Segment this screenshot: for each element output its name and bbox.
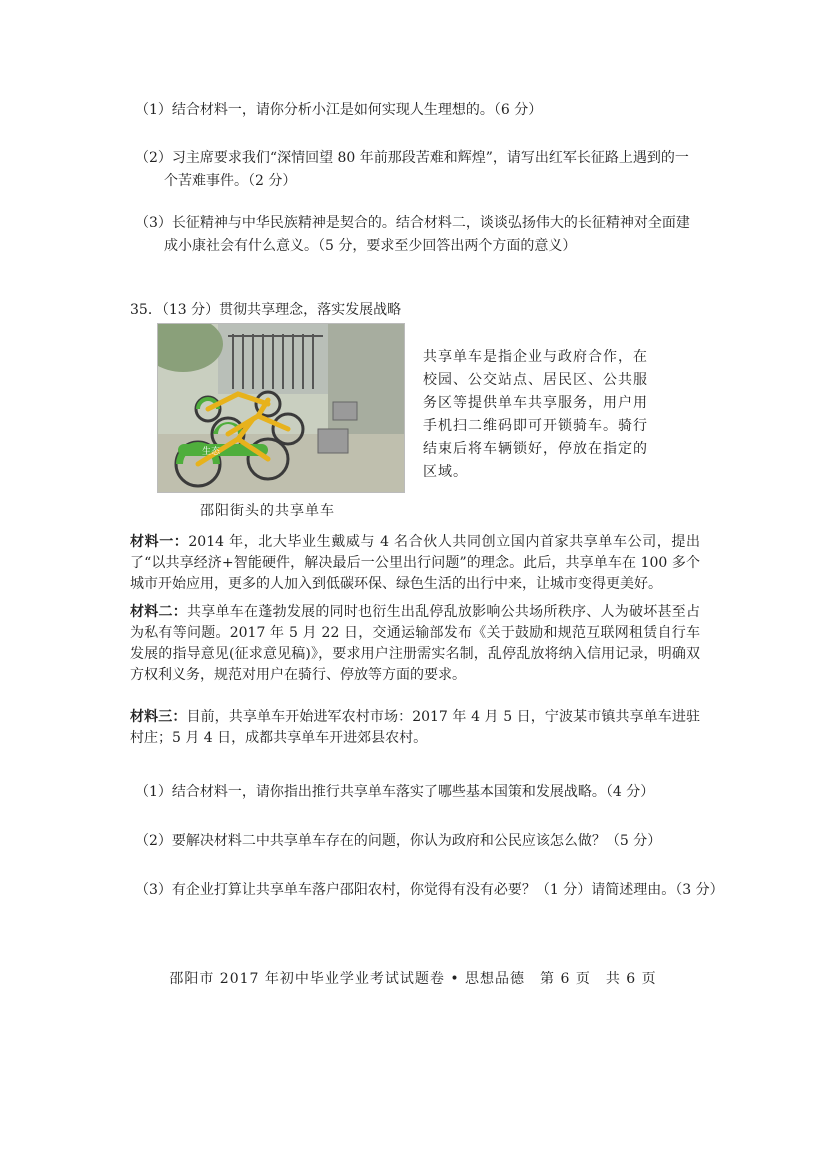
material-3 xyxy=(130,707,700,749)
material-2 xyxy=(130,602,700,686)
photo-caption: 邵阳街头的共享单车 xyxy=(200,503,335,519)
shared-bikes-illustration xyxy=(158,324,404,492)
material-2-text: 共享单车在蓬勃发展的同时也衍生出乱停乱放影响公共场所秩序、人为破坏甚至占为私有等问题。2017 年 5 月 22 日，交通运输部发布《关于鼓励和规范互联网租赁自行车发展的指导意见(征求意见稿)》，要求用户注册需实名制，乱停乱放将纳入信用记录，明确双方权利义务，规范对用户在骑行、停放等方面的要求。 xyxy=(130,604,701,683)
material-3-label: 材料三： xyxy=(130,709,187,725)
q34-sub1: （1）结合材料一，请你分析小江是如何实现人生理想的。（6 分） xyxy=(135,102,543,118)
page-footer: 邵阳市 2017 年初中毕业学业考试试题卷 • 思想品德 第 6 页 共 6 页 xyxy=(169,971,657,987)
q34-sub2-line2: 个苦难事件。（2 分） xyxy=(164,173,297,189)
q34-sub3-line2: 成小康社会有什么意义。（5 分，要求至少回答出两个方面的意义） xyxy=(164,238,577,254)
q35-heading: 35．（13 分）贯彻共享理念，落实发展战略 xyxy=(130,302,402,318)
q35-intro: 共享单车是指企业与政府合作，在校园、公交站点、居民区、公共服务区等提供单车共享服务，用户用手机扫二维码即可开锁骑车。骑行结束后将车辆锁好，停放在指定的区域。 xyxy=(423,349,648,480)
q35-sub2: （2）要解决材料二中共享单车存在的问题，你认为政府和公民应该怎么做？（5 分） xyxy=(135,833,662,849)
q34-sub3-line1: （3）长征精神与中华民族精神是契合的。结合材料二，谈谈弘扬伟大的长征精神对全面建 xyxy=(135,215,690,231)
svg-text:生态: 生态 xyxy=(202,447,221,457)
q34-sub2-line1: （2）习主席要求我们“深情回望 80 年前那段苦难和辉煌”，请写出红军长征路上遇到的一 xyxy=(135,150,689,166)
material-1 xyxy=(130,532,700,595)
q35-sub3: （3）有企业打算让共享单车落户邵阳农村，你觉得有没有必要？（1 分）请简述理由。（3 分） xyxy=(135,882,724,898)
material-1-text: 2014 年，北大毕业生戴威与 4 名合伙人共同创立国内首家共享单车公司，提出了“以共享经济+智能硬件，解决最后一公里出行问题”的理念。此后，共享单车在 100 多个城市开始应用，更多的人加入到低碳环保、绿色生活的出行中来，让城市变得更美好。 xyxy=(130,534,700,592)
q35-sub1: （1）结合材料一，请你指出推行共享单车落实了哪些基本国策和发展战略。（4 分） xyxy=(135,784,655,800)
material-3-text: 目前，共享单车开始进军农村市场：2017 年 4 月 5 日，宁波某市镇共享单车进驻村庄；5 月 4 日，成都共享单车开进郊县农村。 xyxy=(130,709,701,746)
material-1-label: 材料一： xyxy=(130,534,189,550)
material-2-label: 材料二： xyxy=(130,604,188,620)
shared-bikes-photo xyxy=(157,323,405,493)
